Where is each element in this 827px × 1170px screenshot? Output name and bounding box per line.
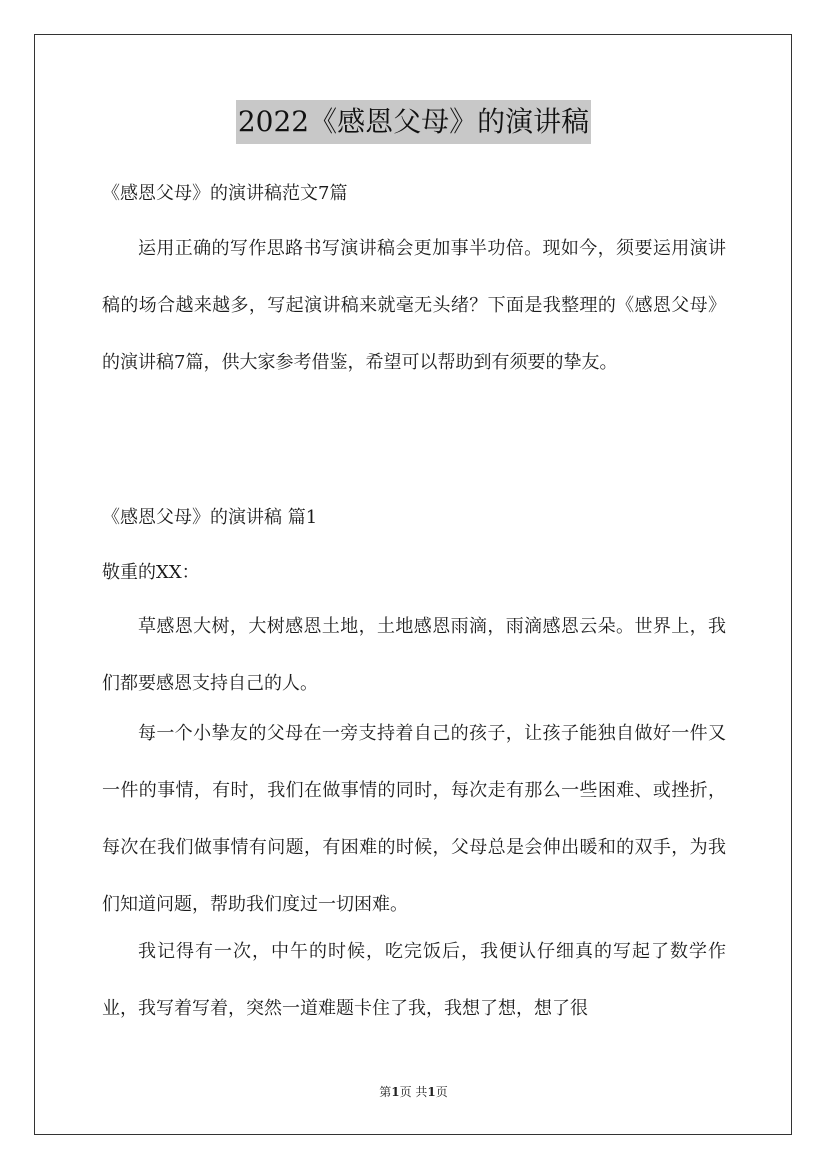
- footer-page-number: 1: [391, 1085, 400, 1099]
- section-heading: 《感恩父母》的演讲稿 篇1: [102, 507, 318, 528]
- salutation: 敬重的XX：: [102, 562, 200, 583]
- footer-suffix: 页: [435, 1085, 448, 1099]
- footer-total-pages: 1: [427, 1085, 436, 1099]
- document-title: 2022《感恩父母》的演讲稿: [236, 100, 591, 144]
- body-paragraph-1: 草感恩大树，大树感恩土地，土地感恩雨滴，雨滴感恩云朵。世界上，我们都要感恩支持自己的人。: [102, 616, 726, 694]
- intro-paragraph: 运用正确的写作思路书写演讲稿会更加事半功倍。现如今，须要运用演讲稿的场合越来越多，写起演讲稿来就毫无头绪？下面是我整理的《感恩父母》的演讲稿7篇，供大家参考借鉴，希望可以帮助到有须要的挚友。: [102, 238, 726, 373]
- body-paragraph-2: 每一个小挚友的父母在一旁支持着自己的孩子，让孩子能独自做好一件又一件的事情，有时，我们在做事情的同时，每次走有那么一些困难、或挫折，每次在我们做事情有问题，有困难的时候，父母总是会伸出暖和的双手，为我们知道问题，帮助我们度过一切困难。: [102, 723, 726, 915]
- footer-middle: 页 共: [399, 1085, 428, 1099]
- footer-prefix: 第: [379, 1085, 392, 1099]
- document-subtitle: 《感恩父母》的演讲稿范文7篇: [102, 183, 348, 204]
- body-paragraph-3: 我记得有一次，中午的时候，吃完饭后，我便认仔细真的写起了数学作业，我写着写着，突然一道难题卡住了我，我想了想，想了很: [102, 941, 726, 1019]
- document-title-container: [0, 100, 827, 144]
- page-footer: [0, 1082, 827, 1102]
